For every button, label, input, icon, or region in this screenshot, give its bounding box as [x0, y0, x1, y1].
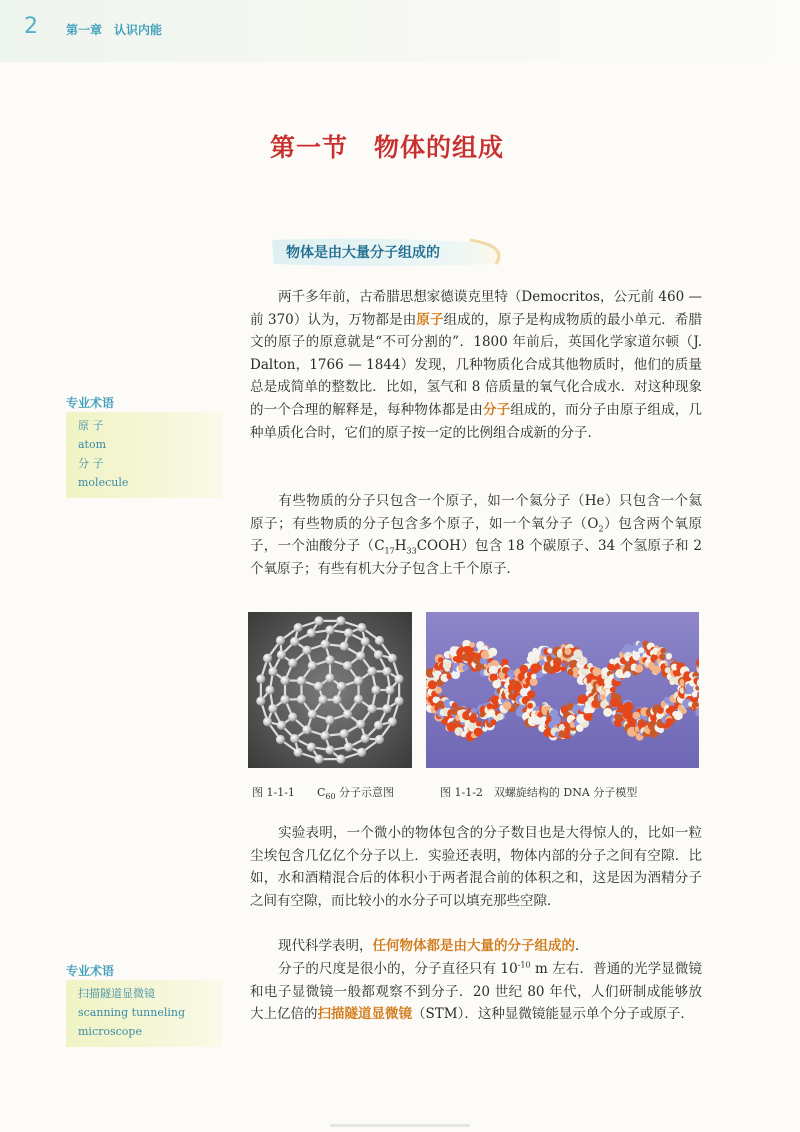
glossary-sidebar-2 [66, 962, 222, 1047]
term-stm: 扫描隧道显微镜 [317, 1006, 412, 1023]
term-molecule: 分子 [482, 401, 511, 418]
glossary-title: 专业术语 [66, 964, 115, 978]
glossary-term: 分 子 [78, 457, 104, 470]
chapter-title: 第一章 认识内能 [66, 23, 163, 37]
figure-caption-1: 图 1-1-1 $C_{60}$ 分子示意图 [252, 786, 395, 802]
paragraph-5: 分子的尺度是很小的，分子直径只有 $10^{-10}$ m 左右．普通的光学显微镜和电子显微镜一般都观察不到分子．20 世纪 80 年代，人们研制成能够放大上亿倍的扫描隧道显微镜（STM）．这种显微镜能显示单个分子或原子． [250, 960, 702, 1023]
page-number: 2 [24, 14, 38, 39]
section-title: 第一节 物体的组成 [270, 133, 505, 162]
figure-caption-2: 图 1-1-2 双螺旋结构的 DNA 分子模型 [440, 786, 638, 799]
c60-molecule-image [248, 612, 412, 768]
glossary-term: molecule [78, 476, 129, 489]
paragraph-1: 两千多年前，古希腊思想家德谟克里特（Democritos，公元前 460 — 前 370）认为，万物都是由原子组成的，原子是构成物质的最小单元．希腊文的原子的原意就是“不可分割的”．1800 年前后，英国化学家道尔顿（J. Dalton，1766 — 1844）发现，几种物质化合成其他物质时，他们的质量总是成简单的整数比．比如，氢气和 8 倍质量的氧气化合成水．对这种现象的一个合理的解释是，每种物体都是由分子组成的，而分子由原子组成，几种单质化合时，它们的原子按一定的比例组合成新的分子． [250, 289, 703, 441]
dna-model-image [426, 612, 699, 768]
glossary-term: microscope [78, 1025, 142, 1038]
glossary-term: scanning tunneling [78, 1006, 186, 1019]
key-statement: 任何物体都是由大量的分子组成的 [372, 938, 575, 954]
footer-line [330, 1124, 470, 1127]
sub-heading: 物体是由大量分子组成的 [286, 245, 440, 261]
glossary-box [66, 980, 222, 1047]
paragraph-4: 现代科学表明，任何物体都是由大量的分子组成的． [278, 938, 589, 954]
sub-heading-banner [270, 234, 510, 268]
glossary-sidebar-1 [66, 394, 222, 498]
glossary-box [66, 412, 222, 498]
dna-figure [426, 612, 699, 768]
glossary-title: 专业术语 [66, 396, 115, 410]
term-atom: 原子 [416, 311, 444, 328]
c60-figure [248, 612, 412, 768]
glossary-term: 原 子 [78, 419, 104, 432]
glossary-term: 扫描隧道显微镜 [78, 987, 155, 1000]
paragraph-2: 有些物质的分子只包含一个原子，如一个氦分子（He）只包含一个氦原子；有些物质的分子包含多个原子，如一个氧分子$(O_2)$包含两个氧原子，一个油酸分子$(C_{17}H_{33}COOH)$包含 18 个碳原子、34 个氢原子和 2 个氧原子；有些有机大分子包含上千个原子． [250, 493, 702, 577]
glossary-term: atom [78, 438, 107, 451]
paragraph-3: 实验表明，一个微小的物体包含的分子数目也是大得惊人的，比如一粒尘埃包含几亿亿个分子以上．实验还表明，物体内部的分子之间有空隙．比如，水和酒精混合后的体积小于两者混合前的体积之和，这是因为酒精分子之间有空隙，而比较小的水分子可以填充那些空隙． [250, 825, 702, 909]
